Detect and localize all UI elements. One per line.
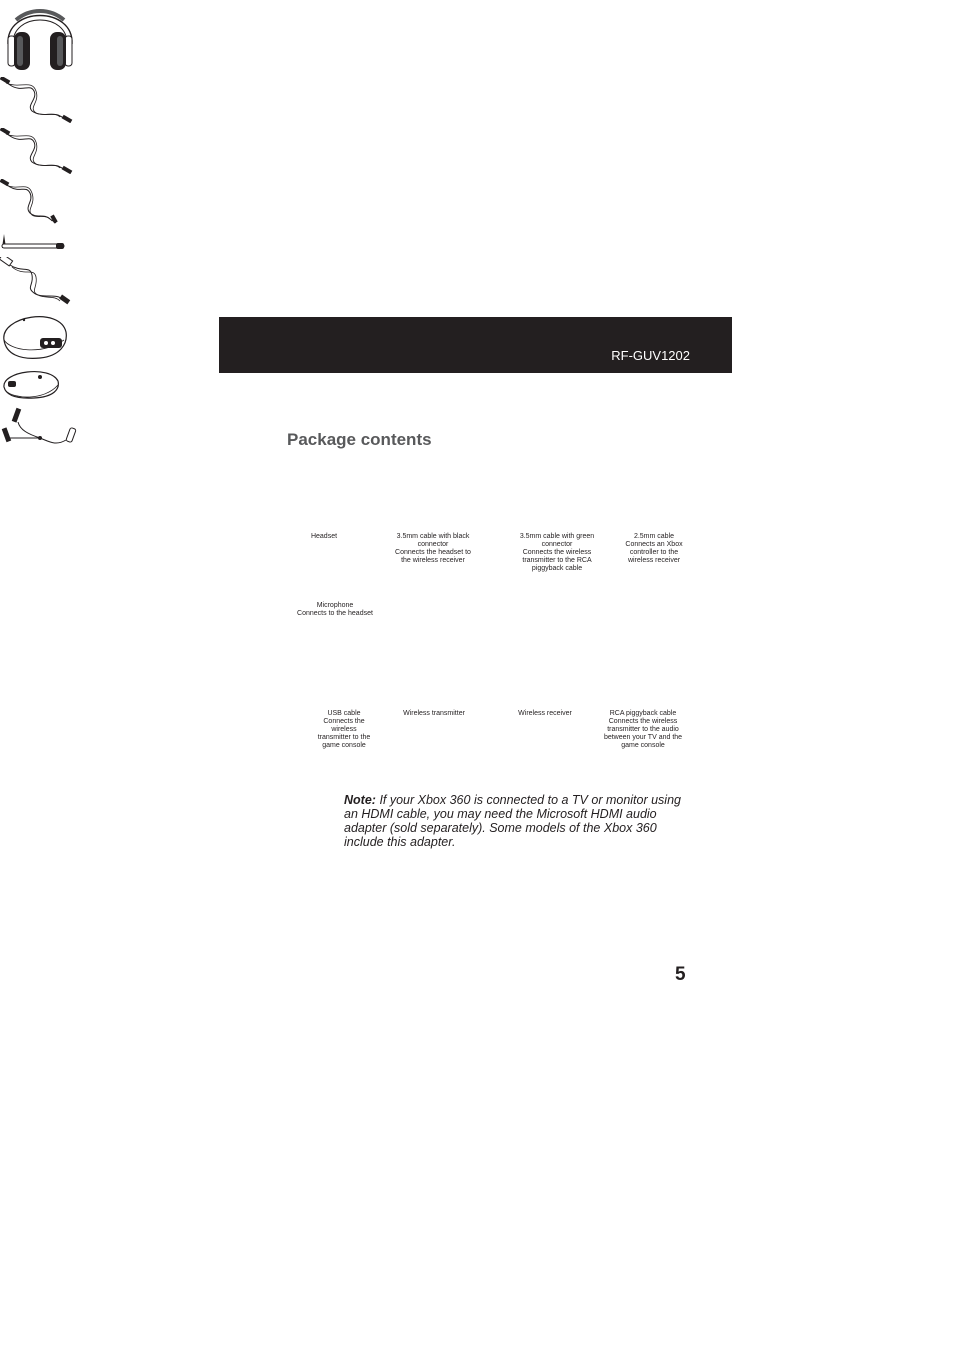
page-number: 5 [675, 964, 686, 985]
usb-cable-illustration [0, 257, 72, 305]
cable-black-caption: 3.5mm cable with black connector Connects the headset to the wireless receiver [395, 533, 471, 564]
note [344, 793, 689, 849]
rca-cable-illustration [0, 406, 84, 458]
wireless-transmitter-illustration [0, 310, 68, 360]
cable-green-illustration [0, 128, 74, 174]
microphone-illustration [0, 230, 66, 252]
header-bar [219, 317, 732, 373]
note-label: Note: [344, 792, 376, 807]
wireless-transmitter-caption: Wireless transmitter [403, 710, 465, 717]
note-text: If your Xbox 360 is connected to a TV or monitor using an HDMI cable, you may need the Microsoft HDMI audio adapter (sold separately). Some models of the Xbox 360 include this adapter. [344, 792, 681, 849]
headset-caption: Headset [310, 533, 338, 540]
microphone-caption: Microphone Connects to the headset [297, 602, 373, 617]
cable-green-caption: 3.5mm cable with green connector Connects the wireless transmitter to the RCA piggyback cable [519, 533, 595, 572]
cable-25-illustration [0, 179, 60, 225]
wireless-receiver-illustration [0, 365, 60, 401]
model-number: RF-GUV1202 [611, 348, 690, 363]
cable-25-caption: 2.5mm cable Connects an Xbox controller to the wireless receiver [625, 533, 683, 564]
rca-cable-caption: RCA piggyback cable Connects the wireless transmitter to the audio between your TV and the game console [603, 710, 683, 749]
section-title: Package contents [287, 430, 432, 449]
headset-illustration [0, 0, 80, 72]
wireless-receiver-caption: Wireless receiver [518, 710, 572, 717]
cable-black-illustration [0, 77, 74, 123]
usb-cable-caption: USB cable Connects the wireless transmitter to the game console [317, 710, 371, 749]
